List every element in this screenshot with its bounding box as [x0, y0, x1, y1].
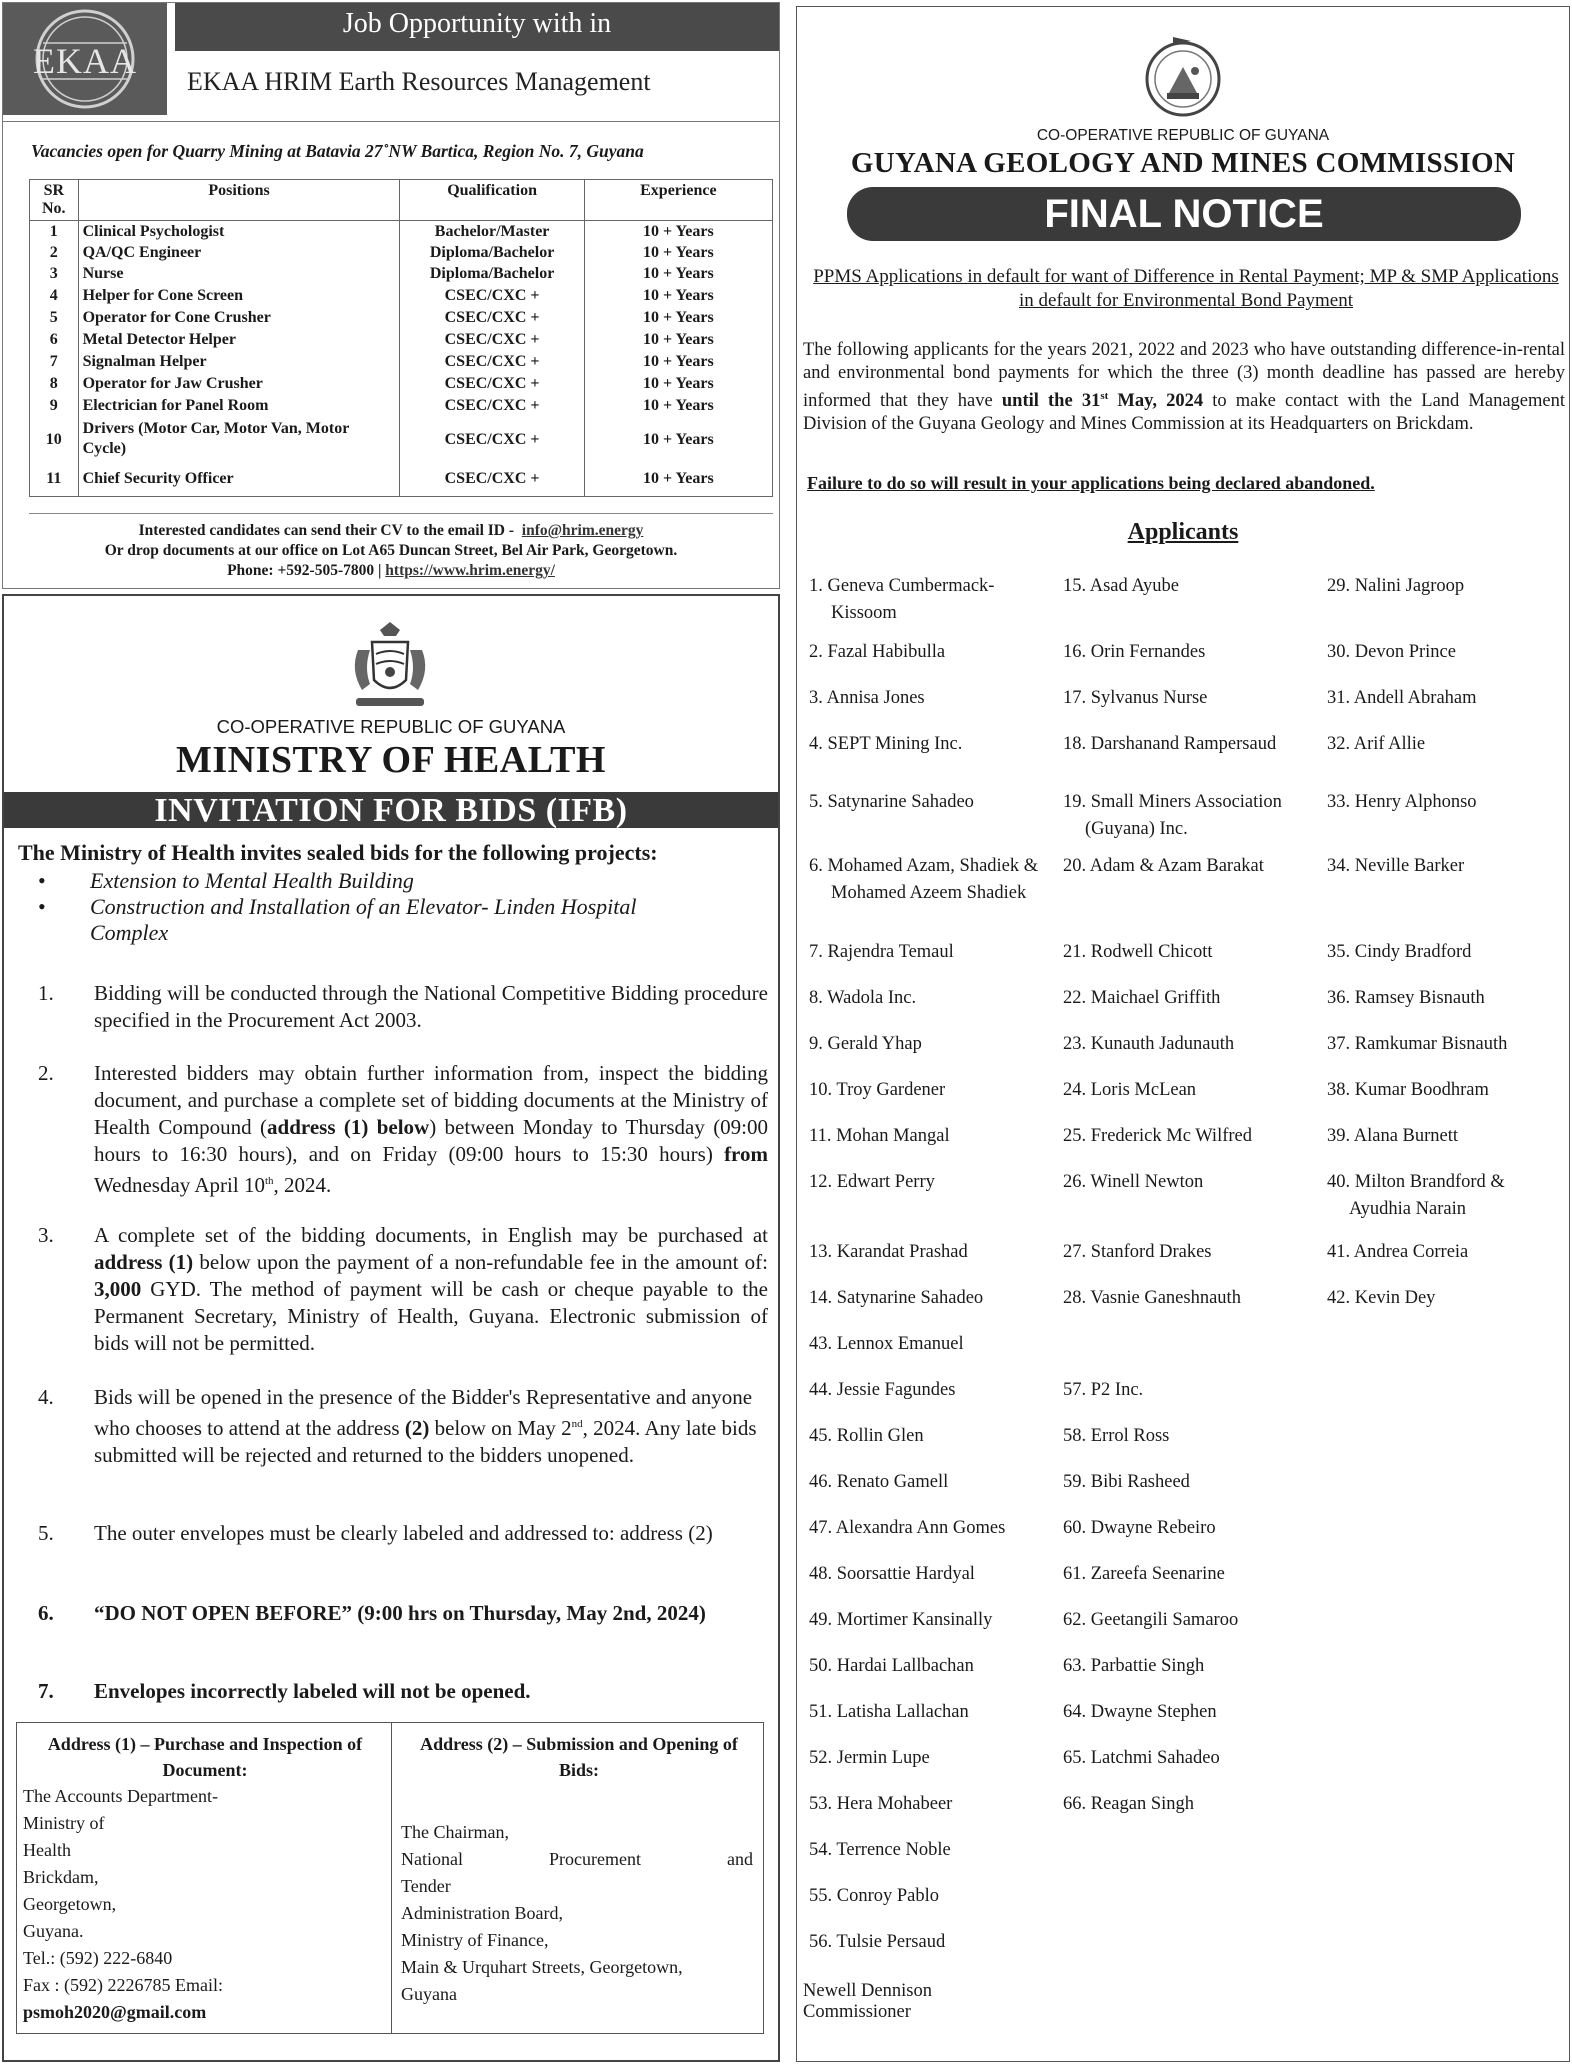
moh-paragraph-1 [38, 980, 768, 1034]
applicant-item: 4. SEPT Mining Inc. [809, 734, 963, 754]
table-row [30, 284, 773, 306]
table-cell-qualification: CSEC/CXC + [400, 328, 584, 350]
applicant-item: 37. Ramkumar Bisnauth [1327, 1034, 1508, 1054]
table-cell-experience: 10 + Years [584, 416, 772, 462]
divider [29, 513, 773, 514]
paragraph-text [94, 1222, 768, 1357]
text-run: ) between Monday to Thursday (09:00 hours to 16:30 hours), and on Friday (09:00 hours to 15:30 hours) [94, 1115, 769, 1166]
paragraph-number: 5. [38, 1521, 54, 1545]
address-1-lines [23, 1783, 383, 1999]
applicant-item: 9. Gerald Yhap [809, 1034, 922, 1054]
applicant-item: 52. Jermin Lupe [809, 1748, 930, 1768]
paragraph-number: 3. [38, 1223, 54, 1247]
table-cell-position: Helper for Cone Screen [78, 284, 400, 306]
table-cell-qualification: CSEC/CXC + [400, 350, 584, 372]
table-cell-position: Electrician for Panel Room [78, 394, 400, 416]
applicant-item: 20. Adam & Azam Barakat [1063, 856, 1264, 876]
address-line: Guyana. [23, 1921, 84, 1941]
applicant-item: 7. Rajendra Temaul [809, 942, 954, 962]
table-cell-position: Metal Detector Helper [78, 328, 400, 350]
col-header-qualification: Qualification [400, 180, 584, 221]
applicant-item: 25. Frederick Mc Wilfred [1063, 1126, 1252, 1146]
applicant-item: 1. Geneva Cumbermack-Kissoom [809, 576, 995, 623]
ggmc-title: GUYANA GEOLOGY AND MINES COMMISSION [850, 147, 1516, 179]
applicant-item: 49. Mortimer Kansinally [809, 1610, 993, 1630]
text-run: below on May 2 [429, 1416, 572, 1440]
ekaa-vacancy-line: Vacancies open for Quarry Mining at Batavia 27˚NW Bartica, Region No. 7, Guyana [31, 141, 644, 161]
applicant-item: 22. Maichael Griffith [1063, 988, 1221, 1008]
applicant-item: 18. Darshanand Rampersaud [1063, 734, 1277, 754]
paragraph-text [94, 1384, 768, 1469]
applicant-item: 58. Errol Ross [1063, 1426, 1170, 1446]
address-line: Tel.: (592) 222-6840 [23, 1948, 173, 1968]
text-run: until the 31 [1001, 391, 1101, 412]
ekaa-job-ad [2, 2, 780, 589]
applicant-item: 26. Winell Newton [1063, 1172, 1204, 1192]
table-row [30, 263, 773, 284]
table-cell-sr: 2 [30, 242, 79, 263]
table-row [30, 350, 773, 372]
applicant-item: 8. Wadola Inc. [809, 988, 917, 1008]
table-cell-qualification: CSEC/CXC + [400, 284, 584, 306]
text-run: to make contact with the Land Management Division of the Guyana Geology and Mines Commission at its Headquarters on Brickdam. [803, 391, 1566, 435]
contact-phone: Phone: +592-505-7800 | [227, 562, 382, 579]
applicant-item: 51. Latisha Lallachan [809, 1702, 969, 1722]
applicant-item: 41. Andrea Correia [1327, 1242, 1469, 1262]
applicant-item: 5. Satynarine Sahadeo [809, 792, 974, 812]
applicant-item: 2. Fazal Habibulla [809, 642, 946, 662]
applicant-item: 56. Tulsie Persaud [809, 1932, 946, 1952]
table-row [30, 462, 773, 496]
address-line: National Procurement and [401, 1849, 753, 1869]
applicant-item: 39. Alana Burnett [1327, 1126, 1459, 1146]
applicant-item: 44. Jessie Fagundes [809, 1380, 956, 1400]
applicant-item: 11. Mohan Mangal [809, 1126, 950, 1146]
applicants-heading: Applicants [1127, 519, 1239, 545]
text-run: May, 2024 [1108, 391, 1204, 412]
applicant-item: 54. Terrence Noble [809, 1840, 951, 1860]
applicant-item: 6. Mohamed Azam, Shadiek & Mohamed Azeem Shadiek [809, 856, 1039, 903]
applicant-item: 61. Zareefa Seenarine [1063, 1564, 1225, 1584]
coat-of-arms-icon [340, 620, 440, 716]
table-cell-experience: 10 + Years [584, 221, 772, 243]
table-cell-position: QA/QC Engineer [78, 242, 400, 263]
moh-ifb-banner: INVITATION FOR BIDS (IFB) [4, 792, 778, 828]
text-run: , 2024. [273, 1173, 332, 1197]
applicant-item: 31. Andell Abraham [1327, 688, 1477, 708]
applicant-item: 17. Sylvanus Nurse [1063, 688, 1208, 708]
applicant-item: 63. Parbattie Singh [1063, 1656, 1205, 1676]
paragraph-number: 1. [38, 981, 54, 1005]
signatory-title: Commissioner [803, 2002, 911, 2022]
applicant-item: 42. Kevin Dey [1327, 1288, 1436, 1308]
table-cell-experience: 10 + Years [584, 462, 772, 496]
table-cell-experience: 10 + Years [584, 242, 772, 263]
table-cell-qualification: CSEC/CXC + [400, 306, 584, 328]
table-row [30, 372, 773, 394]
text-run: st [1100, 390, 1109, 402]
applicant-item: 28. Vasnie Ganeshnauth [1063, 1288, 1241, 1308]
applicant-item: 30. Devon Prince [1327, 642, 1456, 662]
text-run: The following applicants for the years 2021, 2022 and 2023 who have outstanding difference-in-rental and environmental bond payments for which the three (3) month deadline has passed are hereby informed that they have [803, 340, 1565, 412]
ggmc-signature [803, 1981, 932, 2023]
applicant-item: 34. Neville Barker [1327, 856, 1465, 876]
paragraph-text: “DO NOT OPEN BEFORE” (9:00 hrs on Thursday, May 2nd, 2024) [94, 1601, 706, 1625]
table-cell-sr: 1 [30, 221, 79, 243]
table-cell-sr: 6 [30, 328, 79, 350]
table-cell-sr: 4 [30, 284, 79, 306]
text-run: 3,000 [94, 1277, 142, 1301]
table-cell-sr: 10 [30, 416, 79, 462]
applicant-item: 33. Henry Alphonso [1327, 792, 1477, 812]
paragraph-number: 6. [38, 1601, 54, 1625]
applicant-item: 23. Kunauth Jadunauth [1063, 1034, 1235, 1054]
table-cell-position: Nurse [78, 263, 400, 284]
moh-paragraph-4 [38, 1384, 768, 1469]
table-cell-experience: 10 + Years [584, 372, 772, 394]
ekaa-company-name: EKAA HRIM Earth Resources Management [187, 67, 651, 96]
applicant-item: 32. Arif Allie [1327, 734, 1426, 754]
address-line: The Accounts Department- [23, 1786, 218, 1806]
applicant-item: 36. Ramsey Bisnauth [1327, 988, 1485, 1008]
col-header-positions: Positions [78, 180, 400, 221]
signatory-name: Newell Dennison [803, 1981, 932, 2001]
table-row [30, 416, 773, 462]
ggmc-failure-warning: Failure to do so will result in your applications being declared abandoned. [807, 473, 1375, 493]
table-cell-position: Signalman Helper [78, 350, 400, 372]
moh-intro: The Ministry of Health invites sealed bids for the following projects: [18, 840, 658, 865]
table-cell-sr: 8 [30, 372, 79, 394]
address-1-heading: Address (1) – Purchase and Inspection of Document: [47, 1734, 363, 1780]
address-2-heading: Address (2) – Submission and Opening of Bids: [420, 1734, 738, 1780]
table-cell-experience: 10 + Years [584, 394, 772, 416]
divider [391, 1723, 392, 2033]
applicant-item: 62. Geetangili Samaroo [1063, 1610, 1239, 1630]
paragraph-text: The outer envelopes must be clearly labeled and addressed to: address (2) [94, 1521, 713, 1545]
moh-title: MINISTRY OF HEALTH [176, 739, 606, 781]
table-cell-qualification: CSEC/CXC + [400, 416, 584, 462]
applicant-item: 65. Latchmi Sahadeo [1063, 1748, 1220, 1768]
address-1-email: psmoh2020@gmail.com [23, 2002, 207, 2022]
moh-paragraph-3 [38, 1222, 769, 1357]
table-cell-sr: 5 [30, 306, 79, 328]
moh-paragraph-7 [38, 1678, 768, 1705]
text-run: address (1) [94, 1250, 194, 1274]
moh-address-table [16, 1722, 764, 2034]
paragraph-text [94, 1060, 768, 1199]
text-run: A complete set of the bidding documents, in English may be purchased at [94, 1223, 768, 1247]
table-cell-experience: 10 + Years [584, 284, 772, 306]
table-cell-qualification: CSEC/CXC + [400, 394, 584, 416]
email-link[interactable]: info@hrim.energy [521, 522, 644, 539]
ggmc-republic-line: CO-OPERATIVE REPUBLIC OF GUYANA [1036, 127, 1330, 144]
ekaa-contact-block [3, 521, 779, 581]
table-cell-position: Clinical Psychologist [78, 221, 400, 243]
address-line: Tender [401, 1876, 451, 1896]
moh-ifb-ad: CO-OPERATIVE REPUBLIC OF GUYANA MINISTRY OF HEALTH INVITATION FOR BIDS (IFB) The Ministry of Health invites sealed bids for the following projects: • Extension to Mental Health Building • Construction and Installation of an Elevator- Linden Hospital Complex 1. Bidding will be conducted through the National Competitive Bidding procedure specified in the Procurement Act 2003. 2. Interested bidders may obtain further information from, inspect the bidding document, and purchase a complete set of bidding documents at the Ministry of Health Compound (address (1) below) between Monday to Thursday (09:00 hours to 16:30 hours), and on Friday (09:00 hours to 15:30 hours) from Wednesday April 10th, 2024. 3. A complete set of the bidding documents, in English may be purchased at address (1) below upon the payment of a non-refundable fee in the amount of: 3,000 GYD. The method of payment will be cash or cheque payable to the Permanent Secretary, Ministry of Health, Guyana. Electronic submission of bids will not be permitted. 4. Bids will be opened in the presence of the Bidder's Representative and anyone who chooses to attend at the address (2) below on May 2nd, 2024. Any late bids submitted will be rejected and returned to the bidders unopened. 5. The outer envelopes must be clearly labeled and addressed to: address (2) 6. “DO NOT OPEN BEFORE” (9:00 hrs on Thursday, May 2nd, 2024) 7. Envelopes incorrectly labeled will not be opened. Address (1) – Purchase and Inspection of Document: The Accounts Department- Ministry of Health Brickdam, Georgetown, Guyana. Tel.: (592) 222-6840 Fax : (592) 2226785 Email: psmoh2020@gmail.com Address (2) – Submission and Opening of Bids: The Chairman, National Procurement and Tender Administration Board, Ministry of Finance, Main & Urquhart Streets, Georgetown, Guyana [2, 594, 780, 2062]
applicant-item: 15. Asad Ayube [1063, 576, 1179, 596]
applicant-item: 21. Rodwell Chicott [1063, 942, 1213, 962]
text-run: , 2024. Any late bids submitted will be rejected and returned to the bidders unopened. [94, 1416, 757, 1467]
applicant-item: 55. Conroy Pablo [809, 1886, 940, 1906]
applicant-item: 53. Hera Mohabeer [809, 1794, 953, 1814]
address-line: Fax : (592) 2226785 Email: [23, 1975, 223, 1995]
address-line: Brickdam, [23, 1867, 99, 1887]
applicant-item: 64. Dwayne Stephen [1063, 1702, 1217, 1722]
address-2-lines [401, 1819, 753, 2008]
text-run: address (1) below [267, 1115, 430, 1139]
address-line: Health [23, 1840, 71, 1860]
applicant-item: 38. Kumar Boodhram [1327, 1080, 1489, 1100]
text-run: nd [571, 1418, 583, 1430]
applicant-item: 57. P2 Inc. [1063, 1380, 1144, 1400]
paragraph-number: 2. [38, 1061, 54, 1085]
address-line: The Chairman, [401, 1822, 509, 1842]
applicant-list [797, 7, 1569, 1977]
table-cell-experience: 10 + Years [584, 263, 772, 284]
address-line: Ministry of [23, 1813, 105, 1833]
col-header-sr: SR No. [30, 180, 79, 221]
text-run: th [264, 1175, 274, 1187]
moh-republic-line: CO-OPERATIVE REPUBLIC OF GUYANA [216, 716, 566, 737]
applicant-item: 12. Edwart Perry [809, 1172, 935, 1192]
ggmc-subject: PPMS Applications in default for want of Difference in Rental Payment; MP & SMP Applications in default for Environmental Bond Payment [813, 266, 1559, 311]
applicant-item: 60. Dwayne Rebeiro [1063, 1518, 1216, 1538]
table-cell-experience: 10 + Years [584, 328, 772, 350]
text-run: (2) [404, 1416, 430, 1440]
moh-paragraph-6 [38, 1600, 768, 1627]
table-cell-sr: 11 [30, 462, 79, 496]
table-cell-experience: 10 + Years [584, 306, 772, 328]
table-cell-position: Chief Security Officer [78, 462, 400, 496]
applicant-item: 47. Alexandra Ann Gomes [809, 1518, 1006, 1538]
table-cell-experience: 10 + Years [584, 350, 772, 372]
applicant-item: 40. Milton Brandford & Ayudhia Narain [1327, 1172, 1505, 1219]
table-row [30, 394, 773, 416]
contact-line: Interested candidates can send their CV to the email ID - [138, 522, 515, 539]
table-row [30, 328, 773, 350]
applicant-item: 19. Small Miners Association (Guyana) Inc. [1063, 792, 1282, 839]
moh-paragraph-5 [38, 1520, 768, 1547]
divider [3, 121, 779, 122]
table-cell-sr: 9 [30, 394, 79, 416]
applicant-item: 48. Soorsattie Hardyal [809, 1564, 975, 1584]
table-row [30, 306, 773, 328]
table-cell-qualification: Diploma/Bachelor [400, 263, 584, 284]
moh-paragraph-2 [38, 1060, 769, 1199]
table-row [30, 242, 773, 263]
contact-address: Or drop documents at our office on Lot A65 Duncan Street, Bel Air Park, Georgetown. [104, 542, 678, 559]
svg-text:EKAA: EKAA [33, 41, 137, 81]
text-run: below upon the payment of a non-refundable fee in the amount of: [193, 1250, 769, 1274]
table-cell-sr: 3 [30, 263, 79, 284]
table-cell-qualification: Bachelor/Master [400, 221, 584, 243]
applicant-item: 13. Karandat Prashad [809, 1242, 968, 1262]
table-cell-sr: 7 [30, 350, 79, 372]
applicant-item: 45. Rollin Glen [809, 1426, 924, 1446]
ekaa-header-bar: Job Opportunity with in [175, 3, 779, 51]
applicant-item: 10. Troy Gardener [809, 1080, 946, 1100]
applicant-item: 35. Cindy Bradford [1327, 942, 1472, 962]
paragraph-text: Envelopes incorrectly labeled will not be opened. [94, 1679, 531, 1703]
applicant-item: 66. Reagan Singh [1063, 1794, 1195, 1814]
table-cell-qualification: CSEC/CXC + [400, 372, 584, 394]
text-run: GYD. The method of payment will be cash or cheque payable to the Permanent Secretary, Ministry of Health, Guyana. Electronic submission of bids will not be permitted. [94, 1277, 768, 1355]
paragraph-number: 7. [38, 1679, 54, 1703]
applicant-item: 50. Hardai Lallbachan [809, 1656, 974, 1676]
text-run: Interested bidders may obtain further information from, inspect the bidding document, and purchase a complete set of bidding documents at the Ministry of Health Compound ( [94, 1061, 768, 1139]
applicant-item: 3. Annisa Jones [809, 688, 925, 708]
table-header-row [30, 180, 773, 221]
applicant-item: 24. Loris McLean [1063, 1080, 1197, 1100]
table-cell-position: Operator for Cone Crusher [78, 306, 400, 328]
ggmc-final-notice [796, 6, 1570, 2062]
paragraph-text: Bidding will be conducted through the National Competitive Bidding procedure specified in the Procurement Act 2003. [94, 981, 768, 1032]
project-name: Construction and Installation of an Elevator- Linden Hospital Complex [90, 894, 637, 945]
text-run: Wednesday April 10 [94, 1173, 265, 1197]
ekaa-seal-icon [7, 7, 163, 111]
address-line: Main & Urquhart Streets, Georgetown, [401, 1957, 683, 1977]
website-link[interactable]: https://www.hrim.energy/ [385, 562, 555, 579]
table-cell-qualification: Diploma/Bachelor [400, 242, 584, 263]
applicant-item: 27. Stanford Drakes [1063, 1242, 1212, 1262]
applicant-item: 59. Bibi Rasheed [1063, 1472, 1190, 1492]
table-cell-position: Operator for Jaw Crusher [78, 372, 400, 394]
table-row [30, 221, 773, 243]
applicant-item: 14. Satynarine Sahadeo [809, 1288, 984, 1308]
address-line: Ministry of Finance, [401, 1930, 549, 1950]
applicant-item: 43. Lennox Emanuel [809, 1334, 964, 1354]
address-line: Guyana [401, 1984, 457, 2004]
table-cell-qualification: CSEC/CXC + [400, 462, 584, 496]
address-line: Georgetown, [23, 1894, 117, 1914]
text-run: from [724, 1142, 768, 1166]
table-cell-position: Drivers (Motor Car, Motor Van, Motor Cycle) [78, 416, 400, 462]
project-name: Extension to Mental Health Building [90, 868, 414, 893]
applicant-item: 46. Renato Gamell [809, 1472, 949, 1492]
col-header-experience: Experience [584, 180, 772, 221]
text-run: Bids will be opened in the presence of the Bidder's Representative and anyone who chooses to attend at the address [94, 1385, 753, 1440]
ekaa-vacancy-table [29, 179, 773, 497]
applicant-item: 16. Orin Fernandes [1063, 642, 1206, 662]
applicant-item: 29. Nalini Jagroop [1327, 576, 1465, 596]
final-notice-banner: FINAL NOTICE [847, 187, 1521, 241]
paragraph-number: 4. [38, 1385, 54, 1409]
ekaa-logo [3, 3, 167, 115]
address-line: Administration Board, [401, 1903, 563, 1923]
